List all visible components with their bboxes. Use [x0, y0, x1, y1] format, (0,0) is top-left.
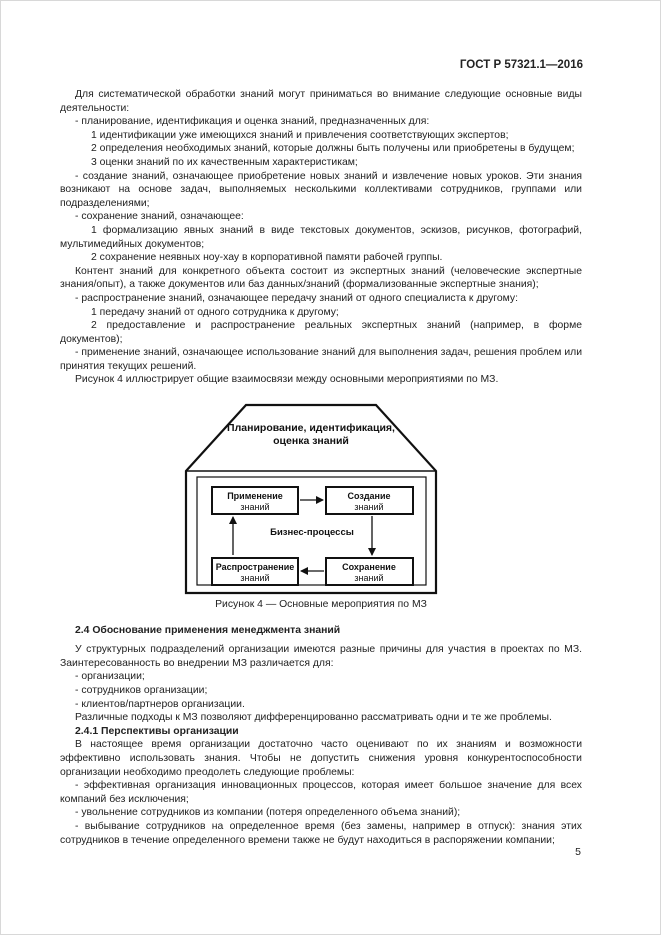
paragraph: У структурных подразделений организации имеются разные причины для участия в проектах по МЗ. Заинтересованность во внедрении МЗ различается для:: [60, 644, 582, 669]
paragraph: В настоящее время организации достаточно часто оценивают по их знаниям и возможности эффективно использовать знания. Чтобы не допустить снижения уровня конкурентоспособности организации необходимо преодолеть следующие проблемы:: [60, 739, 582, 778]
box-preservation-line1: Сохранение: [342, 562, 396, 573]
paragraph: Контент знаний для конкретного объекта состоит из экспертных знаний (человеческие экспертные знания/опыт), а также документов или баз данных/знаний (формализованные экспертные знания);: [60, 265, 582, 291]
box-application-line2: знаний: [240, 502, 270, 513]
list-subitem: 2 предоставление и распространение реальных экспертных знаний (например, в форме документов);: [60, 320, 582, 345]
list-subitem: 2 определения необходимых знаний, которые должны быть получены или приобретены в будущем;: [91, 143, 575, 155]
list-item: - создание знаний, означающее приобретение новых знаний и извлечение новых уроков. Эти знания возникают на основе задач, выполняемых несколькими коллективами сотрудников, группами или подразделениями;: [60, 170, 582, 209]
list-item: - применение знаний, означающее использование знаний для выполнения задач, решения проблем или принятия текущих решений.: [60, 347, 582, 372]
box-distribution-line1: Распространение: [215, 562, 295, 573]
list-item: - распространение знаний, означающее передачу знаний от одного специалиста к другому:: [75, 292, 518, 304]
list-item: - клиентов/партнеров организации.: [75, 698, 245, 710]
list-item: - планирование, идентификация и оценка знаний, предназначенных для:: [75, 116, 430, 128]
list-item: - эффективная организация инновационных процессов, которая имеет большое значение для всех компаний без исключения;: [60, 780, 582, 805]
list-item: - выбывание сотрудников на определенное время (без замены, например в отпуск): знания этих сотрудников в течение определенного времени также не будут находиться в распоряжении компании;: [60, 820, 582, 846]
box-creation-line1: Создание: [347, 491, 391, 502]
list-subitem: 1 передачу знаний от одного сотрудника к другому;: [91, 306, 339, 318]
center-label: Бизнес-процессы: [270, 527, 354, 539]
paragraph: Рисунок 4 иллюстрирует общие взаимосвязи между основными мероприятиями по МЗ.: [75, 374, 499, 386]
paragraph: Различные подходы к МЗ позволяют дифференцированно рассматривать одни и те же проблемы.: [75, 712, 552, 724]
list-subitem: 2 сохранение неявных ноу-хау в корпоративной памяти рабочей группы.: [91, 252, 443, 264]
box-creation-line2: знаний: [354, 502, 384, 513]
list-item: - увольнение сотрудников из компании (потеря определенного объема знаний);: [75, 807, 461, 819]
paragraph: Для систематической обработки знаний могут приниматься во внимание следующие основные виды деятельности:: [60, 89, 582, 114]
page-number: 5: [575, 846, 581, 858]
list-item: - сотрудников организации;: [75, 685, 208, 697]
list-item: - организации;: [75, 671, 145, 683]
diagram-svg: [60, 395, 582, 595]
list-subitem: 3 оценки знаний по их качественным характеристикам;: [91, 156, 358, 168]
roof-label-line1: Планирование, идентификация,: [227, 422, 395, 435]
box-preservation-line2: знаний: [354, 573, 384, 584]
list-subitem: 1 идентификации уже имеющихся знаний и привлечения соответствующих экспертов;: [91, 129, 509, 141]
section-heading: 2.4 Обоснование применения менеджмента знаний: [75, 624, 341, 636]
page-body: [60, 88, 582, 847]
roof-label-line2: оценка знаний: [273, 435, 349, 448]
figure-caption: Рисунок 4 — Основные мероприятия по МЗ: [215, 599, 427, 611]
box-application-line1: Применение: [227, 491, 283, 502]
subsection-heading: 2.4.1 Перспективы организации: [75, 725, 239, 737]
box-distribution-line2: знаний: [240, 573, 270, 584]
figure-4-diagram: [60, 395, 582, 595]
document-code: ГОСТ Р 57321.1—2016: [459, 59, 583, 71]
list-subitem: 1 формализацию явных знаний в виде текстовых документов, эскизов, рисунков, фотографий, мультимедийных документов;: [60, 224, 582, 250]
list-item: - сохранение знаний, означающее:: [75, 211, 244, 223]
